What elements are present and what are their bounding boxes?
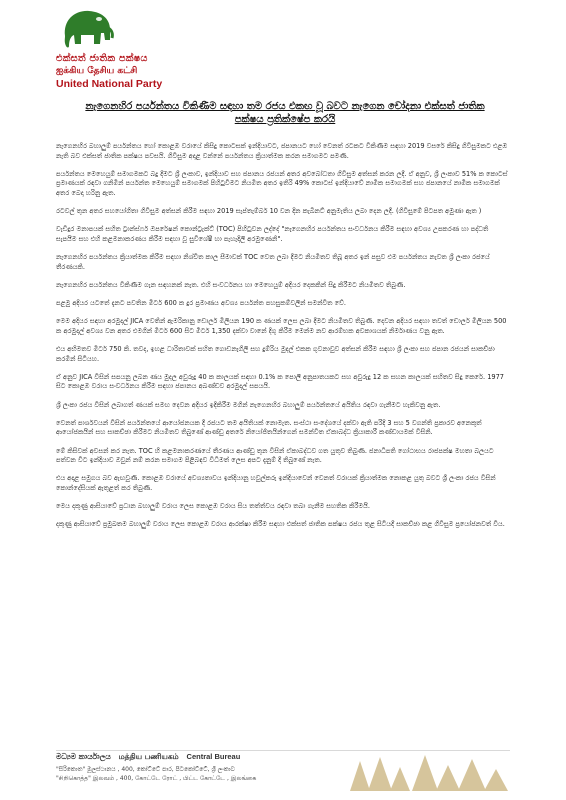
paragraph: මේ කිසිවක් අවසන් කර නැත. TOC හි කළමනාකරණයේ තීරණය ආණ්ඩු තුන විසින් ඒකාබද්ධව ගත යුතුව තිබුණි. ජනාධිපති ගෝඨාභය රාජපක්ෂ මහතා බලයට පත්වන විට ඉන්දියාව ඔවුන් නම් කරන සමාගම පිළිබඳව විධිමත් ලෙස අපට දැනුම් දී තිබුණේ නැත. [56, 446, 494, 465]
paragraph: ඒ අනුව JICA විසින් සපයනු ලබන ණය මුදල අවුරුදු 40 ක කාලයක් සඳහා 0.1% ක පොලී අනුපාතයකට සහ අවුරුදු 12 ක සහන කාලයක් සහිතව සිදු කෙරේ. 1977 සිට කොළඹ වරාය සංවර්ධනය කිරීම සඳහා ජපානය අඛණ්ඩව අරමුදල් සපයයි. [56, 372, 504, 391]
office-label-english: Central Bureau [186, 752, 241, 761]
paragraph: වෙනත් පාර්ශවයන් විසින් පර්යන්තයේ ආයෝජනයක දී රජයට තම අයිතියක් නොමැත. සංස්ථා සංදේශයේ දක්වා ඇති පරිදි 3 සහ 5 වගන්ති ප්‍රකාරව අනෙකුත් ආයෝජකයින් සහ සාකච්ඡා කිරීමට නියමිතව තිබුණේ ආණ්ඩු අතරේ නියෝජිතයින්ගෙන් සමන්විත ඒකාබද්ධ ක්‍රියාකාරී කණ්ඩායමක් විසිනි. [56, 418, 482, 437]
party-name-tamil: ஐக்கிய தேசிய கட்சி [56, 66, 138, 76]
elephant-logo-icon [55, 6, 117, 50]
paragraph: වැඩිදුර මනාපයක් සහිත ට්‍රාන්ස්ෆර් ඔපරේෂන් කොන්ට්‍රැක්ට් (TOC) පිහිටුවන ලද්දේ "නැගෙනහිර පර්යන්තය සංවර්ධනය කිරීම සඳහා අවශ්‍ය උපකරණ හා පද්ධති සැපයීම සහ එහි කළමනාකරණය කිරීම සඳහා වූ සුවිශේෂී හා පැහැදිලි අරමුණෙනි". [56, 225, 489, 243]
paragraph: එය අදාළ සමුගය බව ඇඟවුණි. කොළඹ වරායේ අවශ්‍යතාවය ඉන්දියානු හවුල්කරු ඉන්දියාවෙන් වෙනත් වරායක් ක්‍රියාත්මක නොකළ යුතු බවට ශ්‍රී ලංකා රජය විසින් කොන්දේසියක් ඇතුළත් කර තිබුණි. [56, 474, 496, 492]
footer-address [56, 765, 336, 783]
paragraph: මෙය දකුණු ආසියාවේ ප්‍රධාන බහාලුම් වරාය ලෙස කොළඹ වරාය සිය තත්ත්වය රඳවා තබා ගැනීම සහතික කිරීමයි. [56, 502, 370, 511]
party-name-english: United National Party [56, 78, 163, 90]
paragraph: නැගෙනහිර බහාලුම් පර්යන්තය හෝ කොළඹ වරායේ කිසිදු කොටසක් ඉන්දියාවට, ජපානයට හෝ වෙනත් රටකට විකිණීම සඳහා 2019 වසරේ කිසිදු ගිවිසුමකට එළඹ නැති බව එක්සත් ජාතික පක්ෂය පවසයි. ගිවිසුම අදාළ වන්නේ පර්යන්තය ක්‍රියාත්මක කරන සමාගමට පමණි. [56, 142, 508, 160]
paragraph: දකුණු ආසියාවේ ප්‍රමුඛතම බහාලුම් වරාය ලෙස කොළඹ වරාය ආරක්ෂා කිරීම සඳහා එක්සත් ජාතික පක්ෂය රජය තුළ සිටියදී සාකච්ඡා කළ ගිවිසුම ප්‍රයෝජනවත් විය. [56, 520, 505, 529]
sri-lanka-map-icon [330, 751, 515, 795]
footer-office-label [56, 752, 240, 762]
address-sinhala: "සිරිකොත" මූලස්ථානය , 400, කෝට්ටේ පාර, පිටකෝට්ටේ, ශ්‍රී ලංකාව [56, 766, 235, 773]
paragraph: පර්යන්තය මෙහෙයුම් සමාගමකට බදු දීමට ශ්‍රී ලංකාව, ඉන්දියාව සහ ජපානය රජයන් අතර අවබෝධතා ගිවිසුම අත්සන් කරන ලදී. ඒ අනුව, ශ්‍රී ලංකාව 51% ක කොටස් ප්‍රමාණයක් රඳවා ගනිමින් පර්යන්ත මෙහෙයුම් සමාගමක් පිහිටුවීමට නියමිත අතර ඉතිරි 49% කොටස් ඉන්දියාවේ නාමික සමාගමක් සහ ජපානයේ නාමික සමාගමක් අතර බෙදා හරිනු ඇත. [56, 169, 508, 197]
address-tamil: "சிறிகொத்த" இலவம் , 400, கோட்டே ரோட் , பிட்ட கோட்டே , இலங்கை [56, 775, 257, 782]
party-name-sinhala: එක්සත් ජාතික පක්ෂය [56, 53, 148, 64]
office-label-tamil: மத்திய பணியகம் [118, 752, 179, 761]
office-label-sinhala: මධ්‍යම කාර්යාලය [56, 752, 111, 761]
paragraph: මෙම අදියර සඳහා අරමුදල් JICA වෙතින් ඇමරිකානු ඩොලර් මිලියන 190 ක ණයක් ලෙස ලබා දීමට නියමිතව තිබුණි. දෙවන අදියර සඳහා තවත් ඩොලර් මිලියන 500 ක අරමුදල් අවශ්‍ය වන අතර එමගින් මීටර් 600 සිට මීටර් 1,350 දක්වා වානේ දිගු කිරීම මෙන්ම නව ආරම්භක අවකාශයක් නිර්මාණය වනු ඇත. [56, 317, 507, 335]
paragraph: එය අභිමතව මීටර් 750 කි. තවද, ඉහළ ධාරිතාවක් සහිත ගොඩනැගිලි සහ දුම්රිය මුදල් එකක ගුවනාවුව අත්සන් කිරීම සඳහා ශ්‍රී ලංකා සහ ජපාන රජයන් සාකච්ඡා කරමින් සිටියහ. [56, 345, 495, 363]
paragraph: පළමු අදියර යටතේ දැනට පවතින මීටර් 600 ක දුර ප්‍රමාණය අවශ්‍ය පර්යන්ත පහසුකම්වලින් සමන්විත වේ. [56, 299, 346, 308]
paragraph: රටවල් තුන අතර සහයෝගිතා ගිවිසුම අත්සන් කිරීම සඳහා 2019 සැප්තැම්බර් 10 වන දින කැබිනට් අනුමැතිය ලබා දෙන ලදී. (ගිවිසුමේ පිටපත අමුණා ඇත ) [56, 207, 482, 216]
paragraph: නැගෙනහිර පර්යන්තය ක්‍රියාත්මක කිරීම සඳහා නිශ්චිත කාල සීමාවක් TOC වෙත ලබා දීමට නියමිතව තිබූ අතර ඉන් පසුව එම පර්යන්තය නැවත ශ්‍රී ලංකා රජයේ තීරණයකි. [56, 253, 490, 271]
paragraph: නැගෙනහිර පර්යන්තය විකිණීම ගැන සඳහනක් නැත. එහි සංවර්ධනය හා මෙහෙයුම් අදියර දෙකකින් සිදු කිරීමට නියමිතව තිබුණි. [56, 280, 406, 289]
press-release-body [56, 142, 510, 539]
paragraph: ශ්‍රී ලංකා රජය විසින් ලබාගත් ණයක් සමඟ දෙවන අදියර ඉදිකිරීම මගින් නැගෙනහිර බහාලුම් පර්යන්තයේ අයිතිය රඳවා ගැනීමට හැකිවනු ඇත. [56, 400, 441, 409]
press-release-title: නැගෙනහිර පර්යන්තය විකිණීම සඳහා තම රජය එකඟ වූ බවට නැගෙන චෝදනා එක්සත් ජාතික පක්ෂය ප්‍රතික්ෂේප කරයි [85, 101, 485, 125]
